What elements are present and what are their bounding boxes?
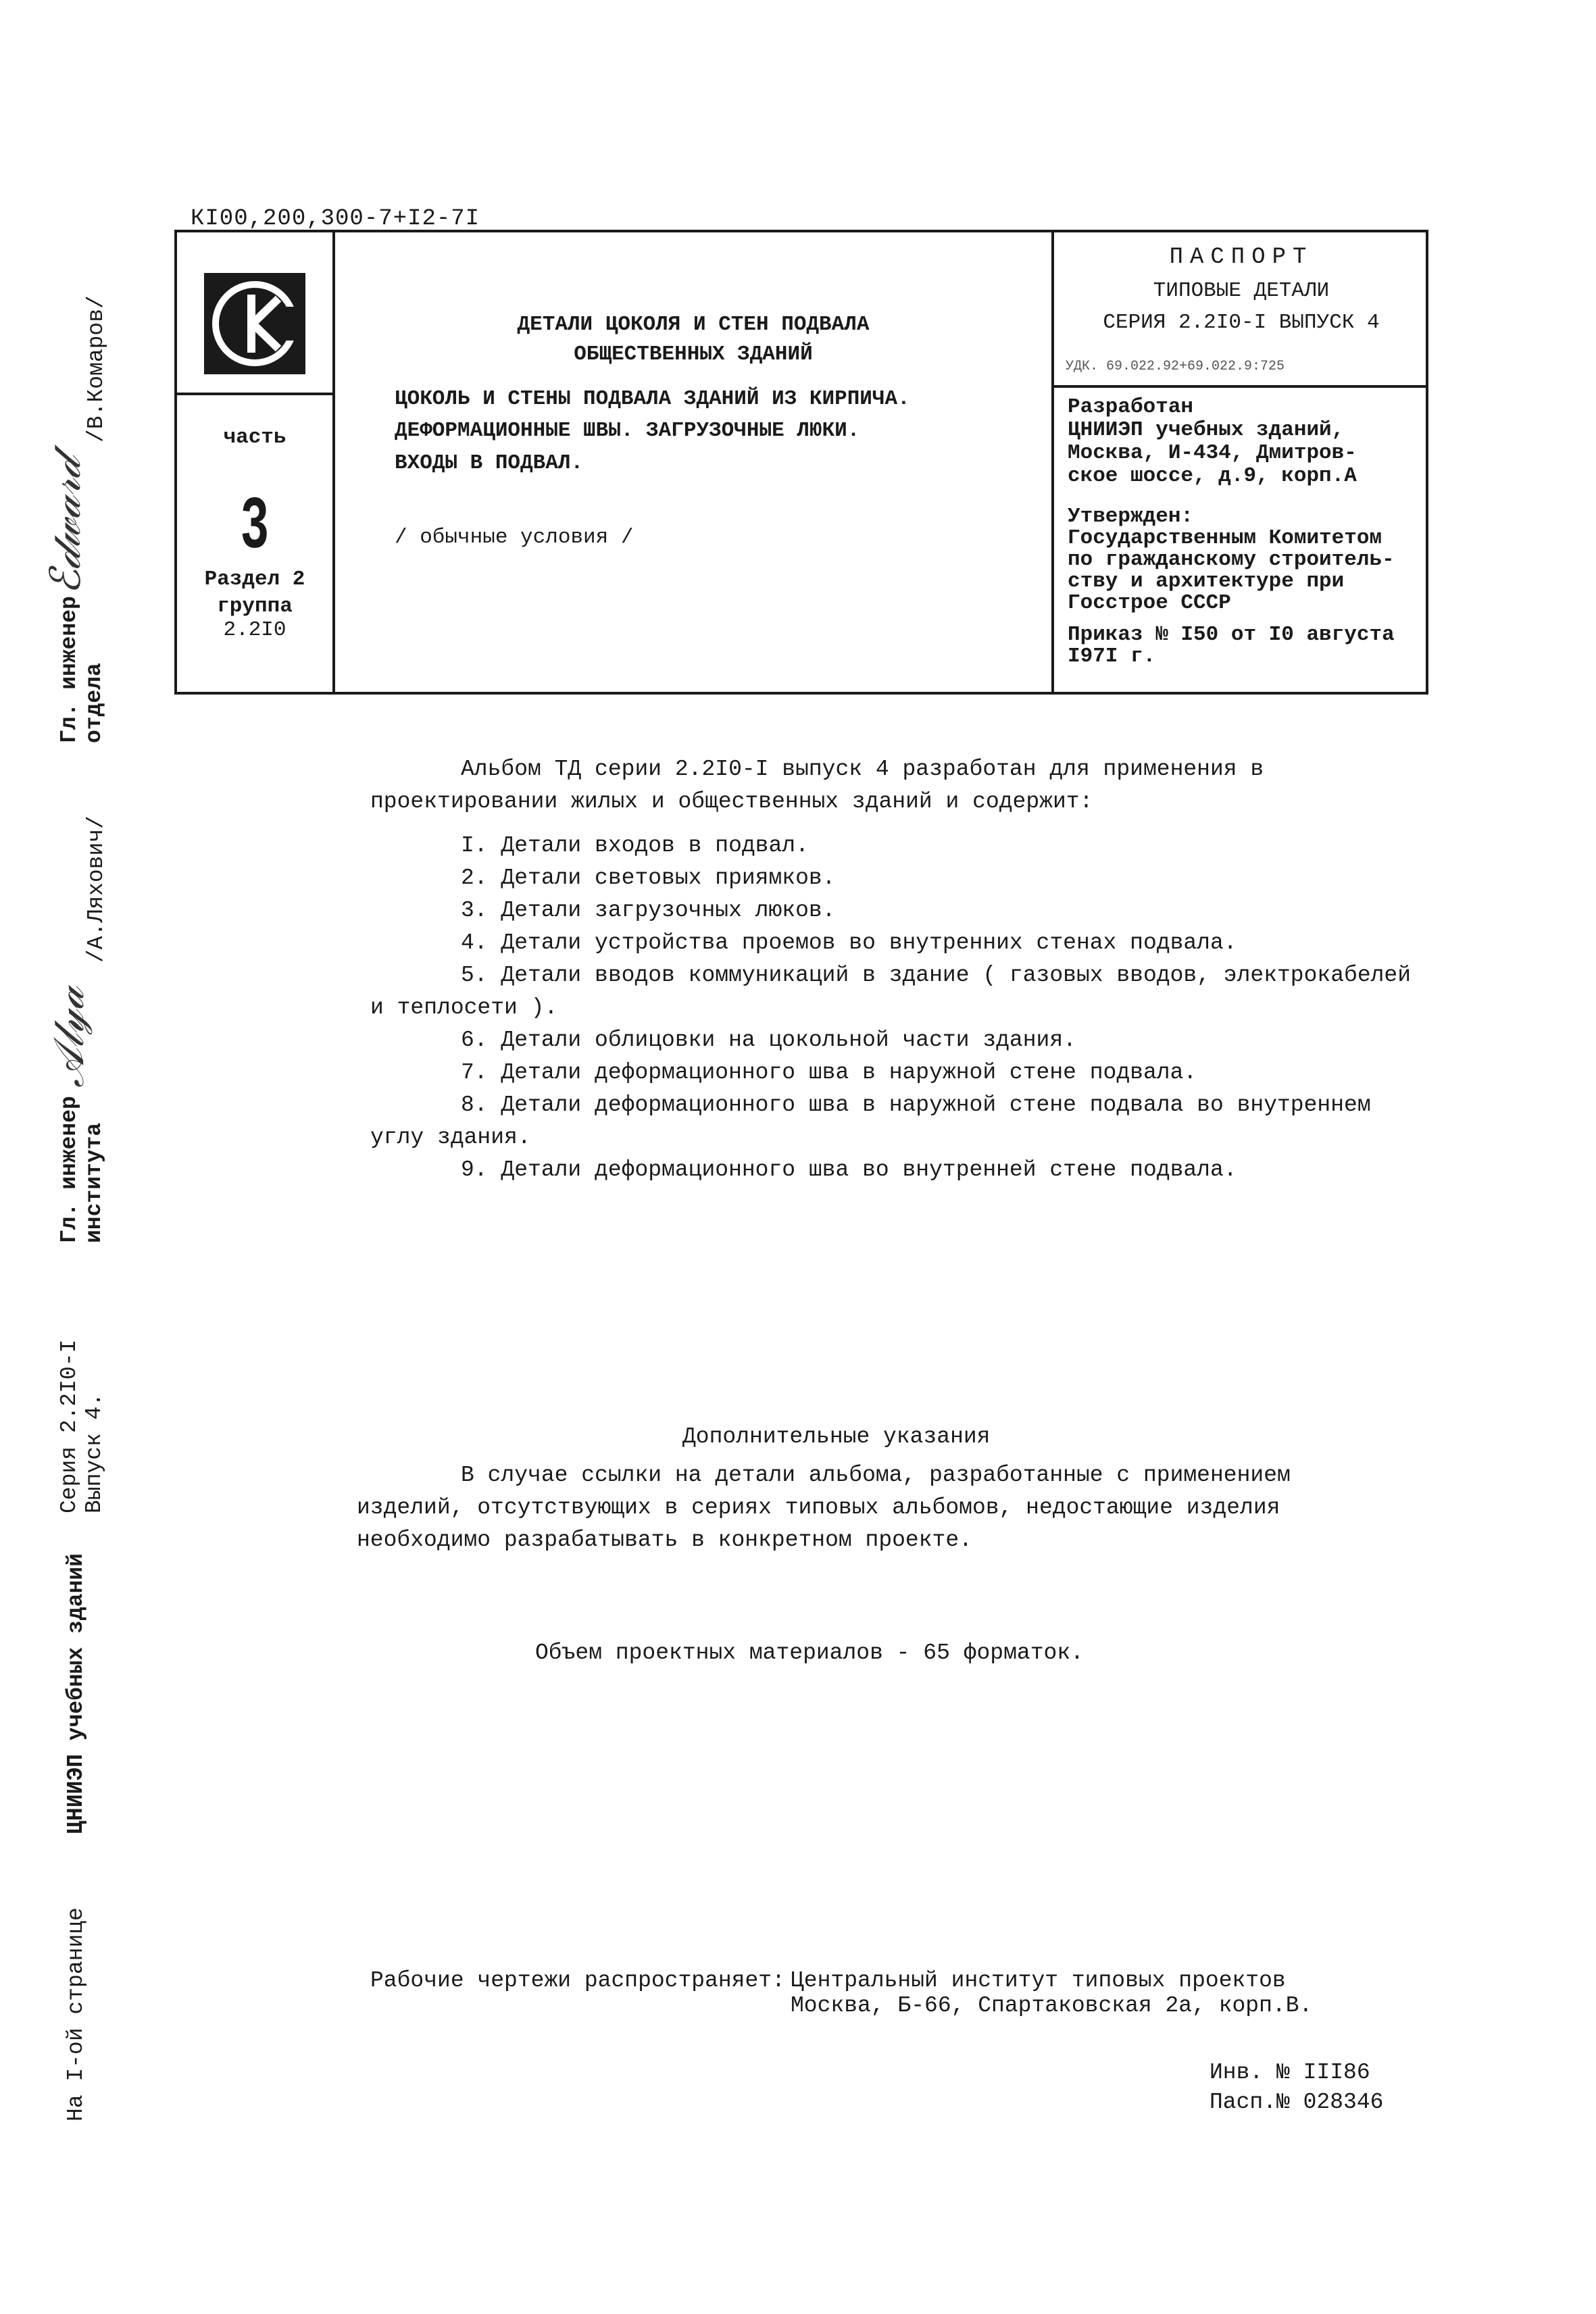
stamp-hline-right bbox=[1051, 385, 1426, 388]
group-label: группа bbox=[217, 595, 293, 618]
list-item: 6. Детали облицовки на цокольной части здания. bbox=[461, 1028, 1076, 1053]
approved-line-2: Государственным Комитетом bbox=[1068, 526, 1382, 550]
signature-2: 𝒜𝓁𝓎𝒶 bbox=[44, 986, 93, 1088]
passport-number: Пасп.№ 028346 bbox=[1210, 2090, 1384, 2115]
notes-heading: Дополнительные указания bbox=[682, 1424, 991, 1449]
signature-1: ℰ𝒹𝓌𝒶𝓇𝒹 bbox=[41, 457, 90, 595]
subtitle-line-1: ЦОКОЛЬ И СТЕНЫ ПОДВАЛА ЗДАНИЙ ИЗ КИРПИЧА. bbox=[395, 387, 910, 411]
list-item: I. Детали входов в подвал. bbox=[461, 833, 809, 858]
list-item: углу здания. bbox=[370, 1125, 531, 1150]
developer-line-1: Разработан bbox=[1068, 395, 1194, 419]
margin-chief-dept-line-1: Гл. инженер bbox=[57, 596, 82, 743]
margin-komarov: /В.Комаров/ bbox=[84, 295, 109, 443]
margin-chief-dept-line-2: отдела bbox=[82, 663, 107, 743]
margin-chief-inst-line-2: института bbox=[82, 1122, 107, 1243]
notes-line-2: изделий, отсутствующих в сериях типовых альбомов, недостающие изделия bbox=[357, 1495, 1280, 1520]
stamp-hline-left bbox=[177, 393, 332, 395]
subtitle-line-2: ДЕФОРМАЦИОННЫЕ ШВЫ. ЗАГРУЗОЧНЫЕ ЛЮКИ. bbox=[395, 419, 860, 443]
distribution-line-2: Москва, Б-66, Спартаковская 2а, корп.В. bbox=[791, 1993, 1313, 2018]
list-item: 3. Детали загрузочных люков. bbox=[461, 898, 836, 923]
list-item: 2. Детали световых приямков. bbox=[461, 865, 836, 890]
title-line-1: ДЕТАЛИ ЦОКОЛЯ И СТЕН ПОДВАЛА bbox=[517, 313, 870, 336]
approved-line-1: Утвержден: bbox=[1068, 505, 1194, 528]
approved-line-3: по гражданскому строитель- bbox=[1068, 548, 1395, 572]
approved-line-4: ству и архитектуре при bbox=[1068, 570, 1345, 593]
margin-lyakhovich: /А.Ляхович/ bbox=[84, 815, 109, 963]
list-item: 9. Детали деформационного шва во внутренней стене подвала. bbox=[461, 1157, 1237, 1182]
title-stamp bbox=[174, 230, 1428, 695]
order-line-1: Приказ № I50 от I0 августа bbox=[1068, 623, 1395, 647]
group-value: 2.2I0 bbox=[223, 618, 286, 642]
inventory-number: Инв. № III86 bbox=[1210, 2060, 1370, 2085]
intro-line-2: проектировании жилых и общественных зданий и содержит: bbox=[370, 789, 1093, 814]
passport-title: ПАСПОРТ bbox=[1169, 245, 1314, 270]
section-label: Раздел 2 bbox=[204, 568, 305, 591]
developer-line-3: Москва, И-434, Дмитров- bbox=[1068, 441, 1357, 465]
title-line-2: ОБЩЕСТВЕННЫХ ЗДАНИЙ bbox=[574, 343, 813, 366]
distribution-line-1: Центральный институт типовых проектов bbox=[791, 1968, 1286, 1993]
part-label: часть bbox=[223, 426, 286, 449]
document-code: КI00,200,300-7+I2-7I bbox=[191, 206, 480, 232]
margin-institute: ЦНИИЭП учебных зданий bbox=[64, 1553, 89, 1834]
margin-chief-inst-line-1: Гл. инженер bbox=[57, 1096, 82, 1243]
stamp-divider-left bbox=[332, 232, 335, 692]
order-line-2: I97I г. bbox=[1068, 645, 1156, 668]
passport-type: ТИПОВЫЕ ДЕТАЛИ bbox=[1153, 279, 1330, 303]
notes-line-1: В случае ссылки на детали альбома, разработанные с применением bbox=[461, 1463, 1291, 1488]
margin-first-page: На I-ой странице bbox=[64, 1907, 89, 2121]
udk: УДК. 69.022.92+69.022.9:725 bbox=[1066, 359, 1285, 374]
sk-logo-icon bbox=[204, 273, 305, 374]
margin-series-line-2: Выпуск 4. bbox=[82, 1392, 107, 1513]
intro-line-1: Альбом ТД серии 2.2I0-I выпуск 4 разработан для применения в bbox=[461, 757, 1264, 782]
approved-line-5: Госстрое СССР bbox=[1068, 591, 1231, 615]
volume-note: Объем проектных материалов - 65 форматок. bbox=[535, 1640, 1084, 1665]
logo bbox=[204, 273, 305, 374]
part-number: 3 bbox=[240, 486, 270, 570]
list-item: 4. Детали устройства проемов во внутренних стенах подвала. bbox=[461, 930, 1237, 955]
passport-series: СЕРИЯ 2.2I0-I ВЫПУСК 4 bbox=[1103, 311, 1380, 334]
developer-line-2: ЦНИИЭП учебных зданий, bbox=[1068, 418, 1345, 442]
subtitle-line-3: ВХОДЫ В ПОДВАЛ. bbox=[395, 451, 584, 475]
distribution-label: Рабочие чертежи распространяет: bbox=[370, 1968, 785, 1993]
list-item: 7. Детали деформационного шва в наружной стене подвала. bbox=[461, 1060, 1197, 1085]
list-item: 8. Детали деформационного шва в наружной стене подвала во внутреннем bbox=[461, 1092, 1371, 1117]
list-item: 5. Детали вводов коммуникаций в здание ( газовых вводов, электрокабелей bbox=[461, 963, 1412, 988]
notes-line-3: необходимо разрабатывать в конкретном проекте. bbox=[357, 1528, 972, 1553]
margin-series-line-1: Серия 2.2I0-I bbox=[57, 1339, 82, 1513]
developer-line-4: ское шоссе, д.9, корп.А bbox=[1068, 464, 1357, 488]
list-item: и теплосети ). bbox=[370, 995, 558, 1020]
conditions: / обычные условия / bbox=[395, 526, 634, 549]
